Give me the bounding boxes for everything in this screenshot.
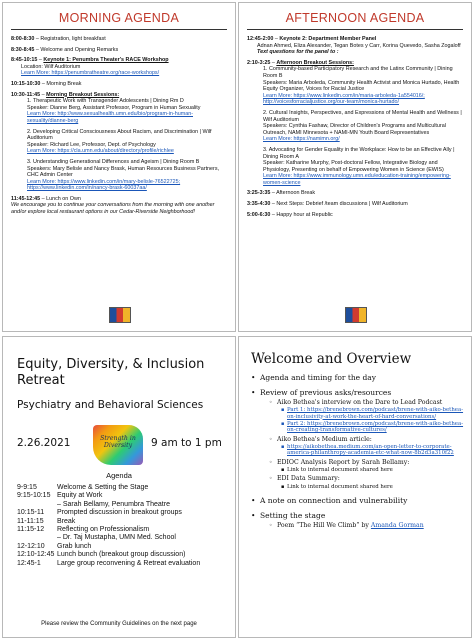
session-title: Therapeutic Work with Transgender Adolescents | Dining Rm D [32, 98, 184, 105]
schedule-time: 8:30-8:45 [11, 46, 35, 53]
poem-title: Poem “The Hill We Climb” by [277, 522, 369, 530]
agenda-time: 10:15-11 [17, 509, 45, 517]
schedule-text: Afternoon Breakout Sessions: [276, 59, 354, 66]
morning-schedule [3, 36, 235, 216]
session-number: 1. [27, 98, 32, 105]
resource-list [271, 399, 471, 490]
breakout-session [11, 129, 227, 155]
schedule-item: 2:10-3:25 – Afternoon Breakout Sessions: [247, 59, 354, 66]
agenda-row [17, 518, 235, 526]
agenda-row [17, 509, 235, 517]
session-learn-more-link[interactable]: Learn More: https://www.linkedin.com/in/mary-belisle-76522725; https://www.linkedin.com/in/nancy-brask-60037aa/ [27, 178, 181, 192]
resource-item: ◦ Aiko Bethea's Medium article: [271, 436, 471, 443]
session-speaker: Speakers: Mary Belisle and Nancy Brask, Human Resources Business Partners, CHC Admin Center [27, 165, 220, 179]
date-row [3, 425, 235, 465]
agenda-row [17, 492, 235, 500]
agenda-time [17, 534, 57, 542]
schedule-time: 11:45-12:45 [11, 195, 41, 202]
umn-emblem [109, 307, 131, 323]
session-speaker: Speaker: Dianne Berg, Assistant Professor, Program in Human Sexuality [27, 104, 201, 111]
agenda-time: 9:15-10:15 [17, 492, 51, 500]
agenda-desc: Equity at Work [57, 492, 103, 500]
retreat-date: 2.26.2021 [17, 437, 71, 449]
morning-agenda-page [2, 2, 236, 332]
agenda-time: 11:15-12 [17, 526, 45, 534]
resource-links [281, 467, 471, 473]
agenda-desc: – Sarah Bellamy, Penumbra Theatre [57, 500, 170, 508]
schedule-item: 8:30-8:45 – Welcome and Opening Remarks [11, 46, 119, 53]
schedule-text: Lunch on Own [46, 195, 81, 202]
schedule-text: Afternoon Break [276, 190, 316, 197]
overview-list [251, 373, 471, 529]
agenda-row [17, 543, 235, 551]
session-learn-more-link[interactable]: Learn More: https://www.linkedin.com/in/maria-arboleda-1a554016/; http://voicesforracialjustice.org/our-team/monica-hurtado/ [263, 92, 425, 106]
retreat-slide [2, 336, 236, 638]
divider [247, 29, 463, 30]
schedule-text: Morning Breakout Sessions: [46, 91, 120, 98]
agenda-desc: Break [57, 517, 76, 525]
internal-doc-link[interactable]: ▪ Link to internal document shared here [281, 467, 471, 473]
afternoon-agenda-title: AFTERNOON AGENDA [285, 11, 425, 25]
agenda-desc: Welcome & Setting the Stage [57, 484, 149, 491]
schedule-item: 10:30-11:45 – Morning Breakout Sessions: [11, 91, 120, 98]
schedule-item: 11:45-12:45 – Lunch on Own [11, 195, 81, 202]
agenda-time: 12:45-1 [17, 559, 41, 567]
session-speaker: Speaker: Katharine Murphy, Post-doctoral Fellow, Integrative Biology and Physiology, Presenting on behalf of Empowering Women in Science (EWIS) [263, 160, 444, 173]
agenda-row [17, 501, 235, 509]
strength-in-diversity-logo [93, 425, 143, 465]
guidelines-note: Please review the Community Guidelines on the next page [41, 621, 197, 627]
session-title: Cultural Insights, Perspectives, and Expressions of Mental Health and Wellness | Wilf Auditorium [263, 109, 462, 123]
medium-article-link[interactable]: ▪ https://aikobethea.medium.com/an-open-letter-to-corporate-america-philanthropy-academia-etc-what-now-8b2d3a310f22 [281, 444, 471, 457]
schedule-item: 3:25-3:35 – Afternoon Break [247, 190, 316, 197]
schedule-time: 8:00-8:30 [11, 36, 35, 42]
session-title: Understanding Generational Differences and Ageism | Dining Room B [33, 158, 200, 165]
schedule-text: Next Steps: Debrief /team discussions | Wilf Auditorium [276, 201, 408, 208]
retreat-title [17, 357, 235, 389]
resource-links [281, 484, 471, 490]
schedule-text: Keynote 2: Department Member Panel [279, 36, 377, 42]
agenda-time: 12:10-12:45 [17, 551, 55, 559]
afternoon-schedule [239, 36, 471, 218]
session-number: 2. [263, 109, 268, 116]
agenda-row [17, 551, 235, 559]
session-speaker: Speakers: Cynthia Fashaw, Director of Children's Programs and Multicultural Outreach, NAMI Minnesota + NAMI-MN Youth Board Representatives [263, 123, 446, 136]
agenda-desc: Prompted discussion in breakout groups [57, 509, 182, 517]
retreat-title-line1: Equity, Diversity, & Inclusion [17, 357, 205, 372]
stage-list [271, 522, 471, 529]
schedule-item: 10:15-10:30 – Morning Break [11, 80, 82, 87]
agenda-time: 12-12:10 [17, 542, 45, 550]
agenda-row [17, 526, 235, 534]
schedule-time: 10:30-11:45 [11, 91, 41, 98]
breakout-session [11, 98, 227, 124]
schedule-item: 8:45-10:15 – Keynote 1: Penumbra Theater's RACE Workshop [11, 57, 169, 64]
agenda-heading: Agenda [106, 471, 132, 480]
session-number: 3. [263, 146, 268, 153]
panel-members: Adnan Ahmed, Eliza Alexander, Tegan Botes y Carr, Korina Quevedo, Sasha Zogaloff [257, 42, 461, 49]
resource-item: ◦ EDIOC Analysis Report by Sarah Bellamy: [271, 459, 471, 466]
resource-item: ◦ Aiko Bethea's interview on the Dare to Lead Podcast [271, 399, 471, 406]
retreat-time: 9 am to 1 pm [151, 437, 222, 449]
session-speaker: Speaker: Richard Lee, Professor, Dept. of Psychology [27, 141, 156, 148]
schedule-item: 3:35-4:30 – Next Steps: Debrief /team discussions | Wilf Auditorium [247, 201, 408, 208]
panel-questions: Text questions for the panel to : [257, 49, 339, 56]
schedule-time: 3:25-3:35 [247, 190, 271, 197]
schedule-time: 5:00-6:30 [247, 211, 271, 218]
schedule-text: Welcome and Opening Remarks [40, 46, 119, 53]
agenda-row [17, 484, 235, 492]
overview-bullet: • Agenda and timing for the day [251, 373, 471, 382]
overview-bullet: • A note on connection and vulnerability [251, 496, 471, 505]
overview-bullet: • Setting the stage [251, 511, 471, 520]
session-number: 3. [27, 158, 32, 165]
schedule-time: 8:45-10:15 [11, 57, 38, 64]
session-speaker: Speakers: Maria Arboleda, Community Health Activist and Monica Hurtado, Health Equity Organizer, Voices for Racial Justice [263, 79, 460, 93]
session-learn-more-link[interactable]: Learn More: https://namimn.org/ [263, 136, 340, 143]
session-title: Advocating for Gender Equality in the Workplace: How to be an Effective Ally | Dining Room A [263, 146, 455, 160]
overview-bullet: • Review of previous asks/resources [251, 388, 471, 397]
agenda-desc: – Dr. Taj Mustapha, UMN Med. School [57, 534, 176, 542]
agenda-desc: Large group reconvening & Retreat evaluation [57, 559, 201, 567]
divider [11, 29, 227, 30]
schedule-time: 2:10-3:25 [247, 59, 271, 66]
agenda-desc: Grab lunch [57, 542, 92, 550]
agenda-time: 9-9:15 [17, 484, 37, 491]
schedule-item: 12:45-2:00 – Keynote 2: Department Member Panel [247, 36, 377, 42]
session-learn-more-link[interactable]: Learn More: http://www.sexualhealth.umn.edu/bio/program-in-human-sexuality/dianne-berg [27, 111, 193, 124]
poem-item [271, 522, 471, 529]
breakout-session [11, 159, 227, 192]
logo-text: Strength in Diversity [100, 435, 136, 449]
overview-slide [238, 336, 472, 638]
retreat-title-line2: Retreat [17, 373, 65, 388]
breakout-session [247, 110, 463, 143]
podcast-part1-link[interactable]: ▪ Part 1: https://brenebrown.com/podcast/brene-with-aiko-bethea-on-inclusivity-at-work-the-heart-of-hard-conversations/ [281, 407, 471, 420]
afternoon-agenda-page [238, 2, 472, 332]
department-name: Psychiatry and Behavioral Sciences [17, 399, 204, 411]
podcast-part2-link[interactable]: ▪ Part 2: https://brenebrown.com/podcast/brene-with-aiko-bethea-on-creating-transformative-cultures/ [281, 421, 471, 434]
schedule-item: 5:00-6:30 – Happy hour at Republic [247, 211, 333, 218]
overview-title: Welcome and Overview [251, 351, 412, 367]
keynote-location: Location: Wilf Auditorium [21, 63, 81, 70]
session-title: Community-based Participatory Research and the Latinx Community | Dining Room B [263, 66, 453, 79]
breakout-session [247, 66, 463, 106]
session-learn-more-link[interactable]: Learn More: https://cla.umn.edu/about/directory/profile/richlee [27, 148, 174, 155]
keynote-learn-more-link[interactable]: Learn More: https://penumbratheatre.org/race-workshops/ [21, 70, 160, 77]
agenda-desc: Reflecting on Professionalism [57, 526, 150, 534]
schedule-time: 10:15-10:30 [11, 80, 41, 87]
internal-doc-link[interactable]: ▪ Link to internal document shared here [281, 484, 471, 490]
schedule-time: 12:45-2:00 [247, 36, 274, 42]
session-number: 1. [263, 66, 268, 73]
resource-links [281, 444, 471, 457]
schedule-time: 3:35-4:30 [247, 201, 271, 208]
agenda-desc: Lunch bunch (breakout group discussion) [57, 551, 186, 559]
session-number: 2. [27, 128, 32, 135]
lunch-note: We encourage you to continue your conversations from the morning with one another and/or explore local restaurant options in our Cedar-Riverside Neighborhood! [11, 202, 215, 216]
schedule-item: 8:00-8:30 – Registration, light breakfast [11, 36, 106, 42]
session-title: Developing Critical Consciousness About Racism, and Discrimination | Wilf Auditorium [27, 128, 212, 142]
schedule-text: Morning Break [46, 80, 82, 87]
schedule-text: Happy hour at Republic [276, 211, 333, 218]
session-learn-more-link[interactable]: Learn More: https://www.immunology.umn.edu/education-training/empowering-women-science [263, 173, 451, 186]
umn-emblem [345, 307, 367, 323]
morning-agenda-title: MORNING AGENDA [58, 11, 180, 25]
breakout-session [247, 147, 463, 187]
schedule-text: Keynote 1: Penumbra Theater's RACE Workshop [43, 57, 169, 64]
schedule-text: Registration, light breakfast [40, 36, 106, 42]
agenda-row [17, 534, 235, 542]
agenda-time: 11-11:15 [17, 517, 44, 525]
resource-item: ◦ EDI Data Summary: [271, 475, 471, 482]
retreat-agenda [17, 484, 235, 568]
poem-author-link[interactable]: Amanda Gorman [370, 522, 424, 530]
agenda-time [17, 501, 57, 509]
agenda-row [17, 560, 235, 568]
resource-links [281, 407, 471, 434]
